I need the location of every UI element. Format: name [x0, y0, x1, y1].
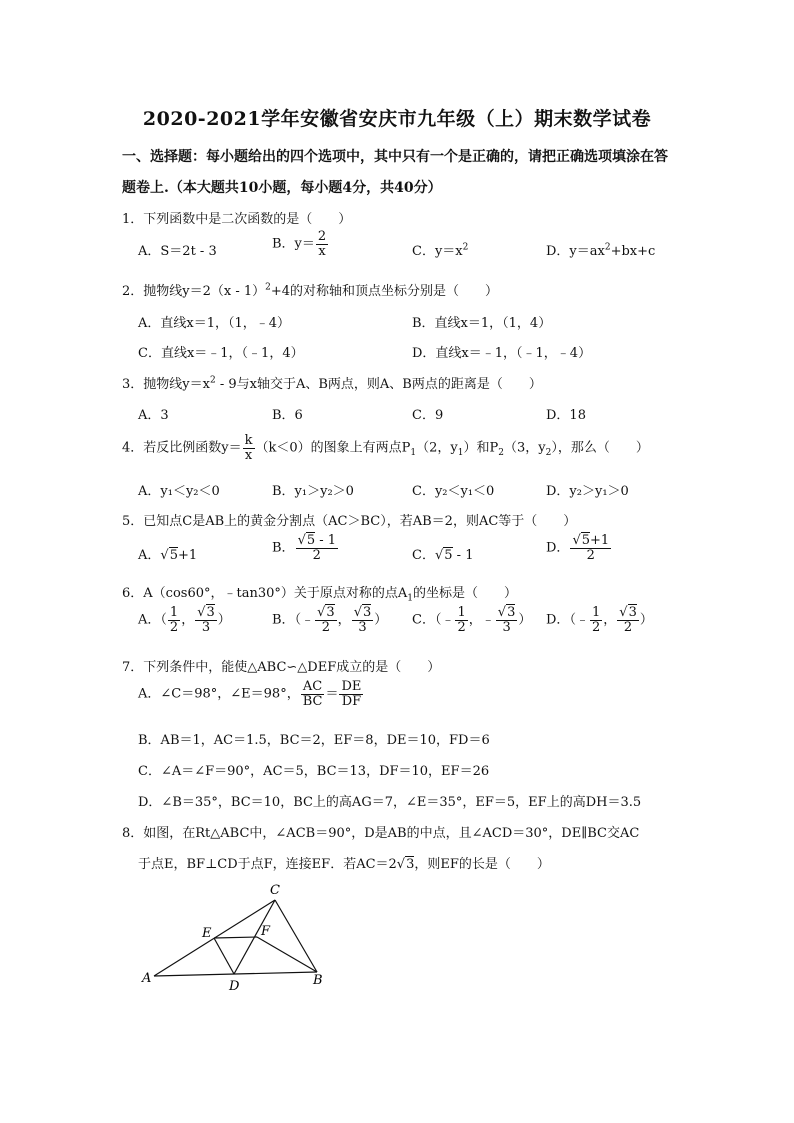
q5-option-b: B． $\frac{√5 - 1}{2}$ — [272, 533, 337, 563]
label-b: B — [313, 973, 323, 988]
q3-stem: 3．抛物线$y=x^2 - 9$与x轴交于A、B两点，则A、B两点的距离是（ ） — [122, 375, 542, 392]
q5-option-d: D． $\frac{√5+1}{2}$ — [546, 533, 610, 563]
q5-stem: 5．已知点C是AB上的黄金分割点（AC＞BC），若AB＝2，则AC等于（ ） — [122, 514, 577, 529]
q2-stem: 2．抛物线y＝2（x - 1）$^2$+4的对称轴和顶点坐标分别是（ ） — [122, 282, 499, 299]
q2-option-c: C．直线x＝﹣1，（﹣1，4） — [138, 346, 304, 361]
q7-option-d: D．∠B＝35°，BC＝10，BC上的高AG＝7，∠E＝35°，EF＝5，EF上的高DH＝3.5 — [138, 795, 642, 810]
q6-option-d: D．（﹣ $\frac{1}{2}$ ， $\frac{√3}{2}$ ） — [546, 605, 653, 635]
q1-option-a: A．S＝2t - 3 — [138, 244, 217, 259]
q6-option-b: B．（﹣ $\frac{√3}{2}$ ， $\frac{√3}{3}$ ） — [272, 605, 388, 635]
q3-option-b: B．6 — [272, 408, 303, 423]
q8-geometry-figure — [130, 880, 340, 995]
q2-option-a: A．直线x＝1，（1，﹣4） — [138, 316, 291, 331]
page-title: 2020-2021学年安徽省安庆市九年级（上）期末数学试卷 — [142, 108, 652, 130]
label-d: D — [229, 979, 240, 994]
q6-option-c: C．（﹣ $\frac{1}{2}$ ，﹣ $\frac{√3}{3}$ ） — [412, 605, 532, 635]
q1-option-c: C．$y=x^2$ — [412, 242, 469, 259]
segment-ef — [214, 937, 257, 938]
label-c: C — [270, 883, 280, 898]
q4-option-b: B．y₁＞y₂＞0 — [272, 484, 354, 499]
q5-option-c: C．√5 - 1 — [412, 548, 474, 563]
segment-de — [214, 938, 234, 974]
q6-stem: 6．A（cos60°，﹣tan30°）关于原点对称的点$A_1$的坐标是（ ） — [122, 586, 518, 604]
q5-option-a: A．√5+1 — [138, 548, 198, 563]
segment-ab — [154, 972, 317, 976]
section-heading-line1: 一、选择题：每小题给出的四个选项中，其中只有一个是正确的，请把正确选项填涂在答 — [122, 149, 668, 165]
q4-option-a: A．y₁＜y₂＜0 — [138, 484, 220, 499]
q1-option-d: D．$y=ax^2+bx+c$ — [546, 242, 656, 259]
q4-option-c: C．y₂＜y₁＜0 — [412, 484, 495, 499]
q2-option-b: B．直线x＝1，（1，4） — [412, 316, 552, 331]
q6-option-a: A．（ $\frac{1}{2}$ ， $\frac{√3}{3}$ ） — [138, 605, 231, 635]
segment-bf — [257, 937, 317, 972]
q3-option-c: C．9 — [412, 408, 444, 423]
label-a: A — [142, 971, 152, 986]
q2-option-d: D．直线x＝﹣1，（﹣1，﹣4） — [412, 346, 592, 361]
q7-option-c: C．∠A＝∠F＝90°，AC＝5，BC＝13，DF＝10，EF＝26 — [138, 764, 490, 779]
label-e: E — [202, 926, 212, 941]
q1-option-b: B．y＝ $\frac{2}{x}$ — [272, 229, 327, 259]
q8-stem-line2: 于点E，BF⊥CD于点F，连接EF．若AC＝2√3，则EF的长是（ ） — [138, 857, 550, 872]
q8-stem-line1: 8．如图，在Rt△ABC中，∠ACB＝90°，D是AB的中点，且∠ACD＝30°，DE∥BC交AC — [122, 826, 640, 841]
q4-stem: 4．若反比例函数y＝ $\frac{k}{x}$ （k＜0）的图象上有两点$P_1(2$，$y_1$）和$P_2(3$，$y_2$），那么（ ） — [122, 433, 649, 463]
q7-option-b: B．AB＝1，AC＝1.5，BC＝2，EF＝8，DE＝10，FD＝6 — [138, 733, 490, 748]
q7-option-a: A．∠C＝98°，∠E＝98°， $\frac{AC}{BC}$ ＝ $\frac{DE}{DF}$ — [138, 679, 362, 709]
segment-bc — [275, 900, 317, 972]
label-f: F — [261, 924, 271, 939]
section-heading-line2: 题卷上.（本大题共10小题，每小题4分，共40分） — [122, 180, 442, 196]
q3-option-d: D．18 — [546, 408, 586, 423]
q1-stem: 1．下列函数中是二次函数的是（ ） — [122, 212, 352, 227]
q4-option-d: D．y₂＞y₁＞0 — [546, 484, 629, 499]
q7-stem: 7．下列条件中，能使△ABC∽△DEF成立的是（ ） — [122, 660, 441, 675]
q3-option-a: A．3 — [138, 408, 169, 423]
